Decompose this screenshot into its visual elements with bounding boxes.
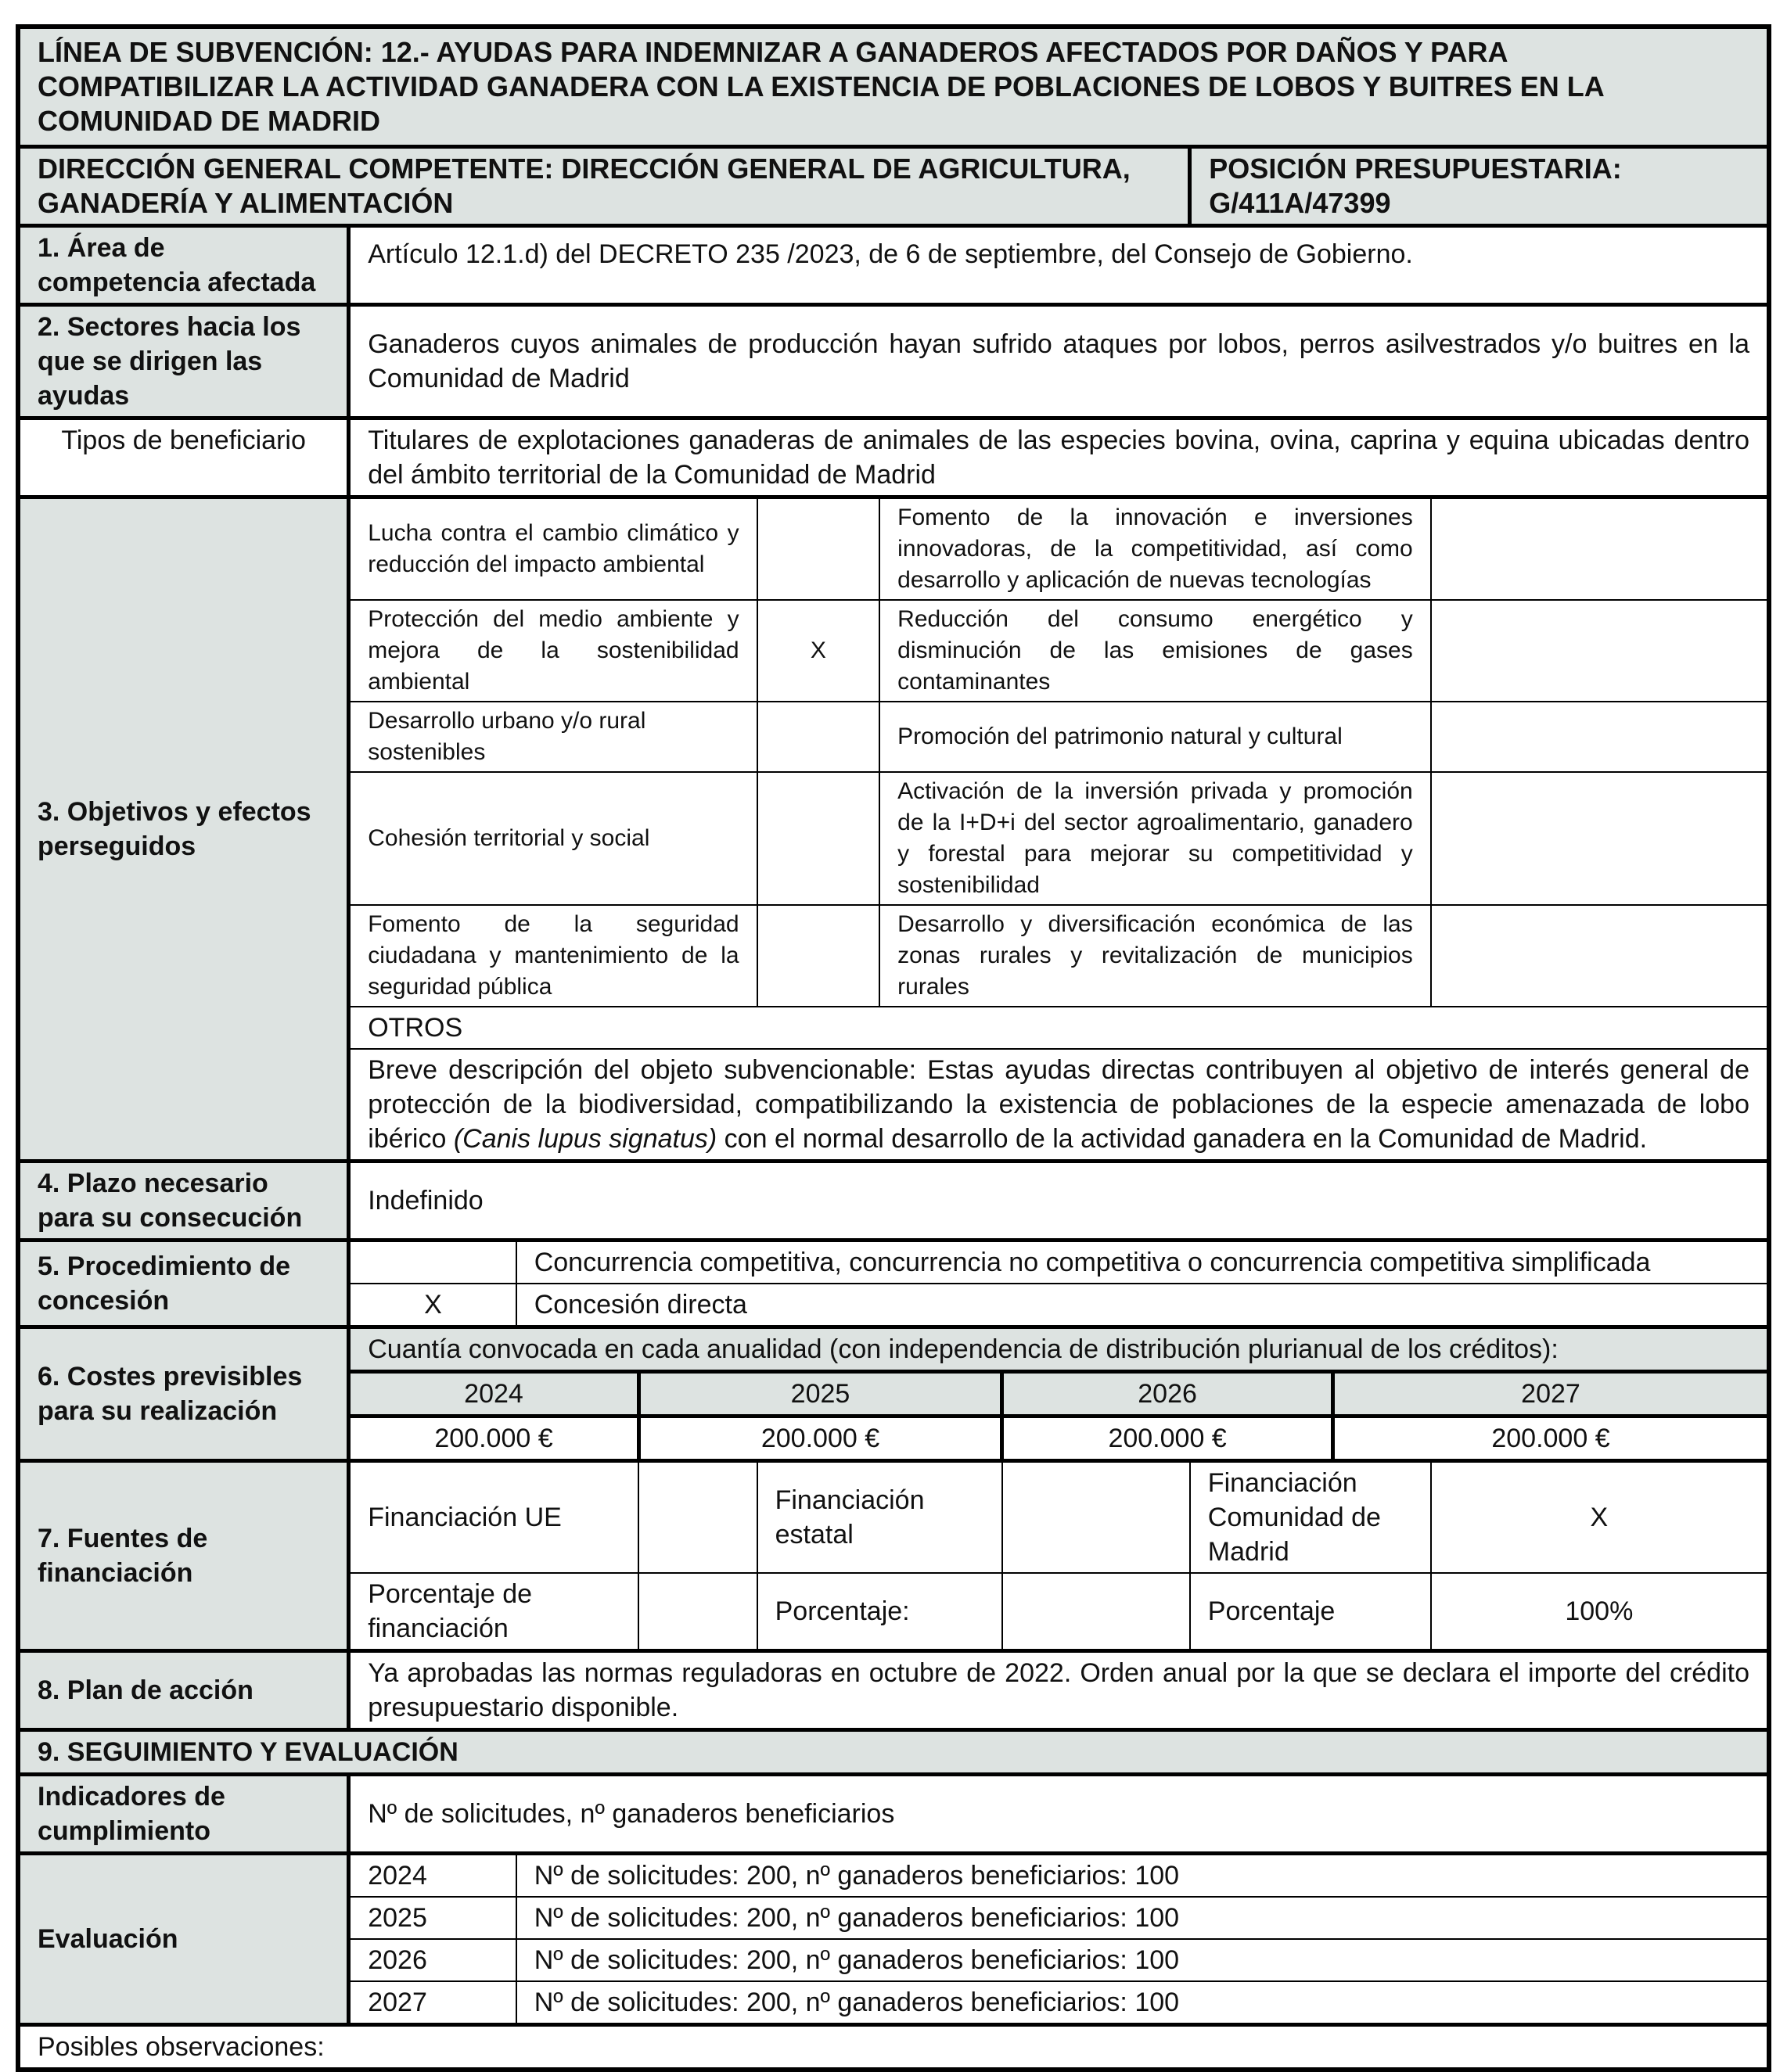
objetivos-label: 3. Objetivos y efectos perseguidos: [18, 497, 349, 1162]
porcentaje-ue-label: Porcentaje de financiación: [349, 1573, 639, 1651]
costes-amount: 200.000 €: [349, 1417, 639, 1461]
evaluacion-year: 2026: [349, 1939, 516, 1981]
tipos-label: Tipos de beneficiario: [18, 418, 349, 497]
row-plan-accion: [18, 1651, 1769, 1730]
objetivo-left: Fomento de la seguridad ciudadana y mantenimiento de la seguridad pública: [349, 905, 757, 1007]
breve-species: (Canis lupus signatus): [453, 1124, 717, 1154]
header-row-linea: [18, 27, 1769, 147]
area-label: 1. Área de competencia afectada: [18, 226, 349, 305]
sectores-label: 2. Sectores hacia los que se dirigen las ayudas: [18, 305, 349, 418]
row-seguimiento-title: [18, 1730, 1769, 1775]
subsidy-line-sheet: [16, 24, 1771, 2072]
breve-text-1: Breve descripción del objeto subvencionable: Estas ayudas directas contribuyen al objetivo de interés general de protección de la biodiversidad, compatibilizando la existencia de poblaciones de la especie amenazada de lobo ibérico: [368, 1055, 1749, 1154]
financiacion-cm-mark: X: [1431, 1461, 1769, 1574]
porcentaje-cm-value: 100%: [1431, 1573, 1769, 1651]
procedimiento-mark: [349, 1241, 516, 1284]
evaluacion-text: Nº de solicitudes: 200, nº ganaderos beneficiarios: 100: [516, 1897, 1769, 1939]
objetivo-right: Activación de la inversión privada y promoción de la I+D+i del sector agroalimentario, ganadero y forestal para mejorar su competitividad y sostenibilidad: [879, 772, 1431, 905]
area-value: Artículo 12.1.d) del DECRETO 235 /2023, de 6 de septiembre, del Consejo de Gobierno.: [349, 226, 1769, 305]
financiacion-ue: Financiación UE: [349, 1461, 639, 1574]
fuentes-row-1: [18, 1461, 1769, 1574]
row-area-competencia: [18, 226, 1769, 305]
procedimiento-label: 5. Procedimiento de concesión: [18, 1241, 349, 1327]
posicion-presupuestaria: POSICIÓN PRESUPUESTARIA: G/411A/47399: [1190, 147, 1769, 226]
evaluacion-label: Evaluación: [18, 1854, 349, 2025]
sectores-value: Ganaderos cuyos animales de producción hayan sufrido ataques por lobos, perros asilvestrados y/o buitres en la Comunidad de Madrid: [349, 305, 1769, 418]
objetivo-right: Desarrollo y diversificación económica de las zonas rurales y revitalización de municipios rurales: [879, 905, 1431, 1007]
plazo-label: 4. Plazo necesario para su consecución: [18, 1162, 349, 1241]
direccion-general: DIRECCIÓN GENERAL COMPETENTE: DIRECCIÓN GENERAL DE AGRICULTURA, GANADERÍA Y ALIMENTACIÓN: [18, 147, 1190, 226]
evaluacion-text: Nº de solicitudes: 200, nº ganaderos beneficiarios: 100: [516, 1939, 1769, 1981]
costes-intro: Cuantía convocada en cada anualidad (con independencia de distribución plurianual de los créditos):: [349, 1327, 1769, 1372]
row-sectores: [18, 305, 1769, 418]
tipos-value: Titulares de explotaciones ganaderas de animales de las especies bovina, ovina, caprina y equina ubicadas dentro del ámbito territorial de la Comunidad de Madrid: [349, 418, 1769, 497]
costes-amount: 200.000 €: [638, 1417, 1001, 1461]
observaciones: Posibles observaciones:: [18, 2025, 1769, 2070]
procedimiento-mark: X: [349, 1284, 516, 1327]
costes-label: 6. Costes previsibles para su realización: [18, 1327, 349, 1461]
row-tipos-beneficiario: [18, 418, 1769, 497]
evaluacion-year: 2027: [349, 1981, 516, 2025]
evaluacion-text: Nº de solicitudes: 200, nº ganaderos beneficiarios: 100: [516, 1854, 1769, 1898]
evaluacion-year: 2025: [349, 1897, 516, 1939]
objetivo-left: Protección del medio ambiente y mejora de la sostenibilidad ambiental: [349, 600, 757, 702]
financiacion-ue-mark: [638, 1461, 757, 1574]
evaluacion-row: [18, 1854, 1769, 1898]
objetivo-right: Reducción del consumo energético y disminución de las emisiones de gases contaminantes: [879, 600, 1431, 702]
objetivo-left-mark: [757, 905, 880, 1007]
porcentaje-estatal-value: [1002, 1573, 1190, 1651]
linea-title: LÍNEA DE SUBVENCIÓN: 12.- AYUDAS PARA INDEMNIZAR A GANADEROS AFECTADOS POR DAÑOS Y PARA COMPATIBILIZAR LA ACTIVIDAD GANADERA CON LA EXISTENCIA DE POBLACIONES DE LOBOS Y BUITRES EN LA COMUNIDAD DE MADRID: [18, 27, 1769, 147]
objetivo-left-mark: [757, 497, 880, 601]
objetivo-row-1: [18, 497, 1769, 601]
objetivo-left: Desarrollo urbano y/o rural sostenibles: [349, 702, 757, 772]
porcentaje-ue-value: [638, 1573, 757, 1651]
procedimiento-row-1: [18, 1241, 1769, 1284]
evaluacion-year: 2024: [349, 1854, 516, 1898]
breve-text-2: con el normal desarrollo de la actividad ganadera en la Comunidad de Madrid.: [717, 1124, 1648, 1154]
costes-amount: 200.000 €: [1332, 1417, 1769, 1461]
row-observaciones: [18, 2025, 1769, 2070]
row-plazo: [18, 1162, 1769, 1241]
financiacion-cm: Financiación Comunidad de Madrid: [1190, 1461, 1431, 1574]
breve-descripcion: [349, 1049, 1769, 1162]
objetivo-left-mark: [757, 702, 880, 772]
financiacion-estatal-mark: [1002, 1461, 1190, 1574]
indicadores-value: Nº de solicitudes, nº ganaderos beneficiarios: [349, 1775, 1769, 1854]
objetivo-left: Cohesión territorial y social: [349, 772, 757, 905]
costes-intro-row: [18, 1327, 1769, 1372]
objetivo-left-mark: X: [757, 600, 880, 702]
costes-year: 2025: [638, 1372, 1001, 1417]
costes-amount: 200.000 €: [1002, 1417, 1333, 1461]
procedimiento-option: Concurrencia competitiva, concurrencia no competitiva o concurrencia competitiva simplificada: [516, 1241, 1769, 1284]
objetivo-right: Promoción del patrimonio natural y cultural: [879, 702, 1431, 772]
objetivo-left: Lucha contra el cambio climático y reducción del impacto ambiental: [349, 497, 757, 601]
objetivo-right: Fomento de la innovación e inversiones innovadoras, de la competitividad, así como desarrollo y aplicación de nuevas tecnologías: [879, 497, 1431, 601]
financiacion-estatal: Financiación estatal: [757, 1461, 1002, 1574]
costes-year: 2027: [1332, 1372, 1769, 1417]
objetivo-right-mark: [1431, 905, 1769, 1007]
costes-year: 2026: [1002, 1372, 1333, 1417]
plan-value: Ya aprobadas las normas reguladoras en octubre de 2022. Orden anual por la que se declara el importe del crédito presupuestario disponible.: [349, 1651, 1769, 1730]
objetivo-right-mark: [1431, 600, 1769, 702]
header-row-direccion: [18, 147, 1769, 226]
costes-year: 2024: [349, 1372, 639, 1417]
objetivo-right-mark: [1431, 497, 1769, 601]
row-indicadores: [18, 1775, 1769, 1854]
objetivo-right-mark: [1431, 702, 1769, 772]
subsidy-table: [16, 24, 1771, 2072]
porcentaje-estatal-label: Porcentaje:: [757, 1573, 1002, 1651]
procedimiento-option: Concesión directa: [516, 1284, 1769, 1327]
objetivo-right-mark: [1431, 772, 1769, 905]
objetivo-left-mark: [757, 772, 880, 905]
evaluacion-text: Nº de solicitudes: 200, nº ganaderos beneficiarios: 100: [516, 1981, 1769, 2025]
otros-label: OTROS: [349, 1007, 1769, 1049]
plazo-value: Indefinido: [349, 1162, 1769, 1241]
plan-label: 8. Plan de acción: [18, 1651, 349, 1730]
indicadores-label: Indicadores de cumplimiento: [18, 1775, 349, 1854]
porcentaje-cm-label: Porcentaje: [1190, 1573, 1431, 1651]
seguimiento-title: 9. SEGUIMIENTO Y EVALUACIÓN: [18, 1730, 1769, 1775]
fuentes-label: 7. Fuentes de financiación: [18, 1461, 349, 1651]
